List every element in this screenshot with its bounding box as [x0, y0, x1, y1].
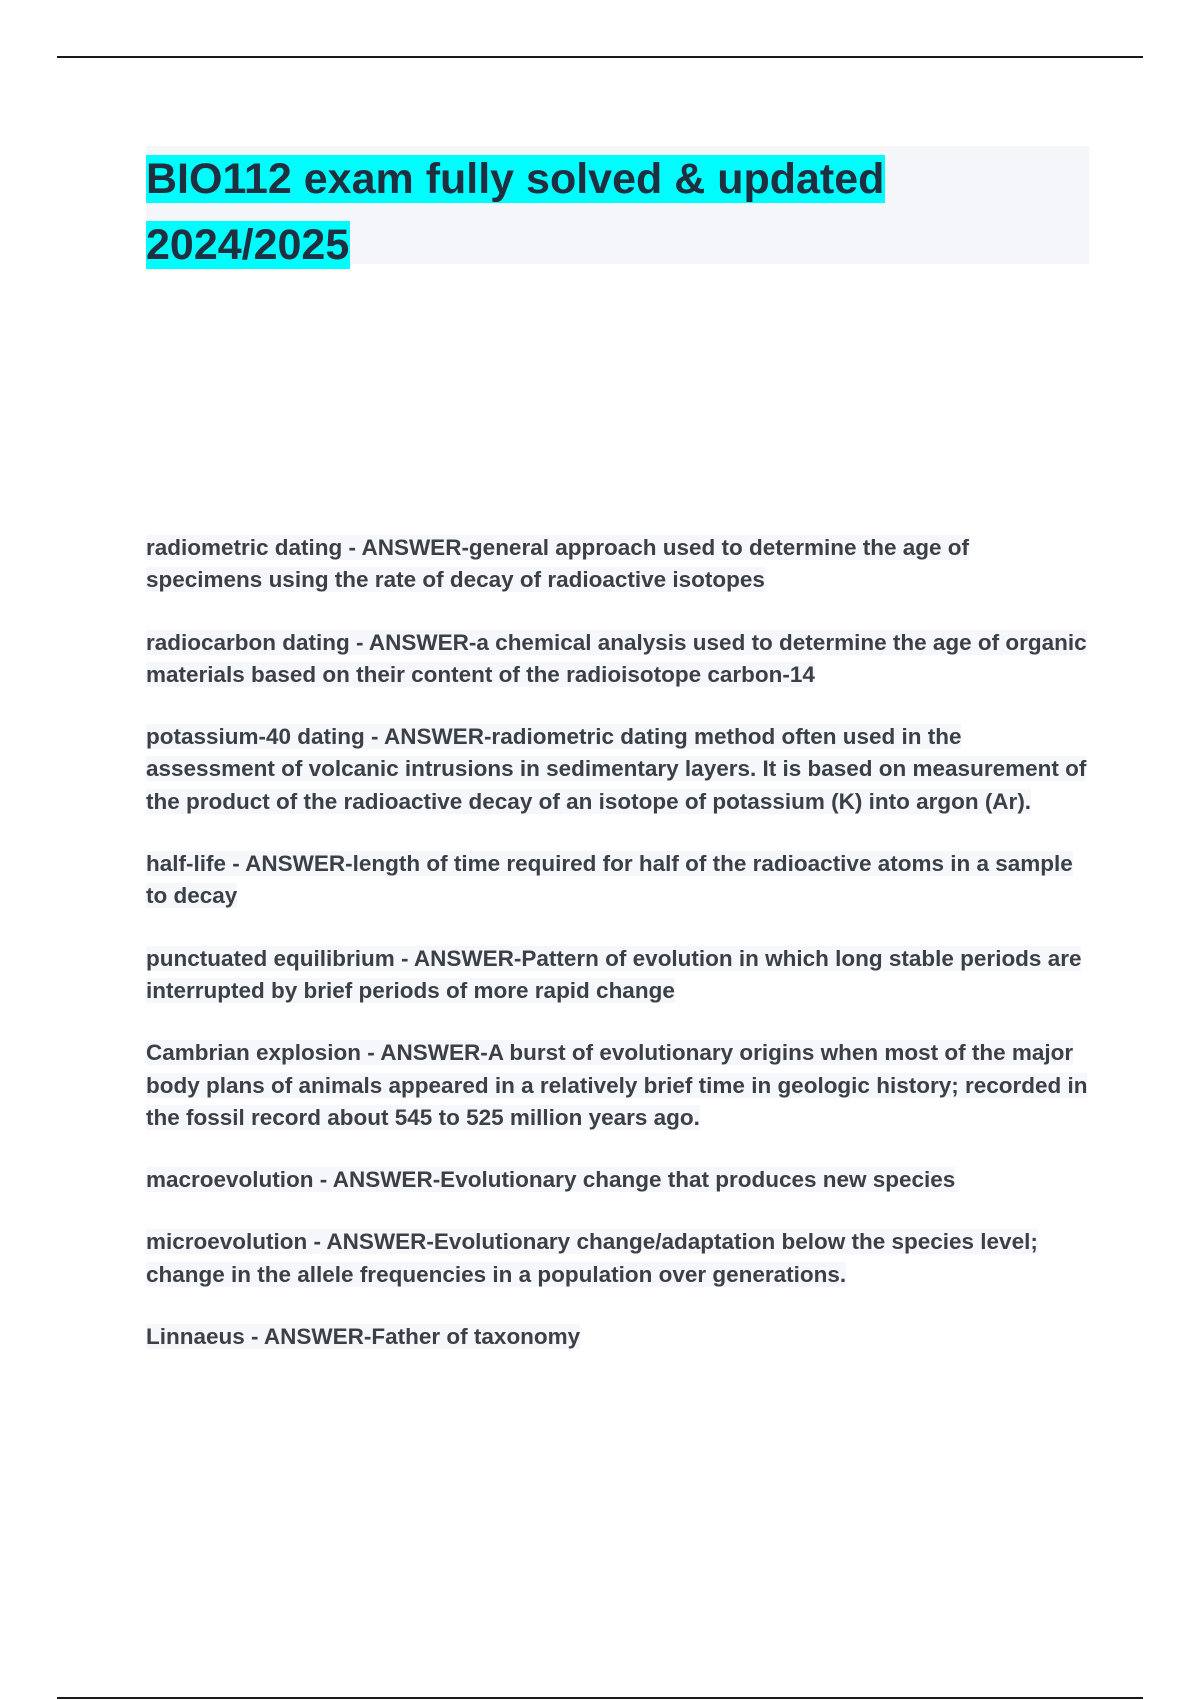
qa-entry: [146, 532, 1089, 597]
qa-entry-text: microevolution - ANSWER-Evolutionary change/adaptation below the species level; change in the allele frequencies in a population over generations.: [146, 1229, 1038, 1287]
qa-entry-text: Linnaeus - ANSWER-Father of taxonomy: [146, 1324, 581, 1350]
qa-entry-text: macroevolution - ANSWER-Evolutionary change that produces new species: [146, 1167, 956, 1193]
qa-entry-text: potassium-40 dating - ANSWER-radiometric dating method often used in the assessment of volcanic intrusions in sedimentary layers. It is based on measurement of the product of the radioactive decay of an isotope of potassium (K) into argon (Ar).: [146, 724, 1087, 814]
document-title: [146, 146, 966, 278]
qa-entry: [146, 1037, 1089, 1134]
footer-rule: [57, 1697, 1143, 1699]
title-block: [146, 146, 1089, 269]
qa-entry-text: Cambrian explosion - ANSWER-A burst of evolutionary origins when most of the major body plans of animals appeared in a relatively brief time in geologic history; recorded in the fossil record about 545 to 525 million years ago.: [146, 1040, 1088, 1130]
qa-entry: [146, 943, 1089, 1008]
qa-entry-text: radiometric dating - ANSWER-general approach used to determine the age of specimens using the rate of decay of radioactive isotopes: [146, 535, 970, 593]
qa-entry: [146, 721, 1089, 818]
qa-entry: [146, 1226, 1089, 1291]
qa-entry: [146, 1164, 1089, 1196]
qa-entry: [146, 627, 1089, 692]
qa-entry-text: radiocarbon dating - ANSWER-a chemical analysis used to determine the age of organic materials based on their content of the radioisotope carbon-14: [146, 629, 1087, 687]
qa-entry-text: half-life - ANSWER-length of time required for half of the radioactive atoms in a sample to decay: [146, 851, 1073, 909]
header-rule: [57, 56, 1143, 58]
qa-entry: [146, 848, 1089, 913]
document-page: [146, 146, 1089, 1350]
qa-entry-text: punctuated equilibrium - ANSWER-Pattern of evolution in which long stable periods are interrupted by brief periods of more rapid change: [146, 945, 1082, 1003]
qa-entry: [146, 1321, 1089, 1353]
document-title-text: BIO112 exam fully solved & updated 2024/2025: [146, 155, 885, 269]
qa-list: [146, 532, 1089, 1383]
